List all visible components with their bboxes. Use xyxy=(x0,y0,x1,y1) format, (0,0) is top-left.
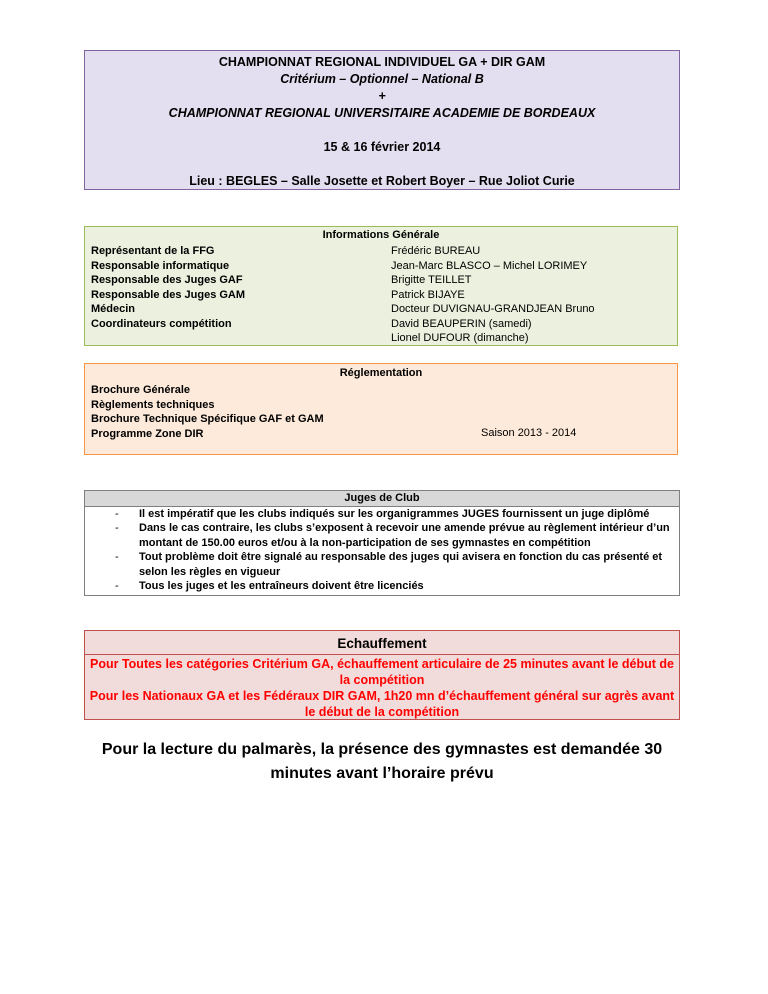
info-values xyxy=(391,244,595,346)
echauffement-title: Echauffement xyxy=(85,634,679,655)
info-value: Lionel DUFOUR (dimanche) xyxy=(391,332,529,344)
info-value: Frédéric BUREAU xyxy=(391,245,481,257)
juges-item-text: Tout problème doit être signalé au responsable des juges qui avisera en fonction du cas présenté et selon les règles en vigueur xyxy=(139,551,663,578)
echauffement-body xyxy=(85,655,679,720)
info-label: Responsable des Juges GAM xyxy=(91,288,246,301)
juges-item-text: Dans le cas contraire, les clubs s’exposent à recevoir une amende prévue au règlement intérieur d’un montant de 150.00 euros et/ou à la non-participation de ses gymnastes en compétition xyxy=(139,522,670,549)
list-item xyxy=(85,550,679,579)
info-value: David BEAUPERIN (samedi) xyxy=(391,317,532,330)
palmares-note: Pour la lecture du palmarès, la présence des gymnastes est demandée 30 minutes avant l’horaire prévu xyxy=(101,741,663,782)
info-label: Médecin xyxy=(91,303,136,315)
info-label: Représentant de la FFG xyxy=(91,245,215,257)
event-title: CHAMPIONNAT REGIONAL INDIVIDUEL GA + DIR GAM xyxy=(218,55,546,69)
event-plus: + xyxy=(378,89,386,103)
reglementation-list xyxy=(91,383,324,441)
info-label: Responsable des Juges GAF xyxy=(91,274,243,286)
info-value: Jean-Marc BLASCO – Michel LORIMEY xyxy=(391,259,588,272)
juges-item-text: Tous les juges et les entraîneurs doivent être licenciés xyxy=(139,580,424,592)
bullet-dash: - xyxy=(115,522,119,534)
reglementation-item: Règlements techniques xyxy=(91,398,215,411)
event-date: 15 & 16 février 2014 xyxy=(323,140,441,154)
event-location: Lieu : BEGLES – Salle Josette et Robert Boyer – Rue Joliot Curie xyxy=(189,174,575,188)
bullet-dash: - xyxy=(115,507,119,520)
juges-list xyxy=(85,507,679,594)
echauffement-paragraph: Pour Toutes les catégories Critérium GA, échauffement articulaire de 25 minutes avant le début de la compétition xyxy=(90,657,674,687)
echauffement-section xyxy=(84,630,680,720)
list-item xyxy=(85,521,679,550)
list-item xyxy=(85,579,679,594)
reglementation-season: Saison 2013 - 2014 xyxy=(481,427,577,439)
reglementation-item: Brochure Générale xyxy=(91,384,191,396)
juges-section xyxy=(84,490,680,596)
event-categories: Critérium – Optionnel – National B xyxy=(280,72,484,86)
reglementation-title: Réglementation xyxy=(339,367,423,379)
reglementation-section xyxy=(84,363,678,455)
reglementation-item: Programme Zone DIR xyxy=(91,427,204,440)
info-value: Brigitte TEILLET xyxy=(391,274,472,286)
event-header xyxy=(84,50,680,190)
bullet-dash: - xyxy=(115,580,119,592)
list-item xyxy=(85,507,679,522)
info-value: Patrick BIJAYE xyxy=(391,288,465,301)
info-label: Coordinateurs compétition xyxy=(91,317,232,330)
bullet-dash: - xyxy=(115,551,119,563)
info-title: Informations Générale xyxy=(322,229,440,241)
info-section xyxy=(84,226,678,346)
echauffement-paragraph: Pour les Nationaux GA et les Fédéraux DIR GAM, 1h20 mn d’échauffement général sur agrès avant le début de la compétition xyxy=(89,689,675,719)
info-labels xyxy=(91,244,245,331)
event-subtitle: CHAMPIONNAT REGIONAL UNIVERSITAIRE ACADEMIE DE BORDEAUX xyxy=(168,106,596,120)
reglementation-item: Brochure Technique Spécifique GAF et GAM xyxy=(91,413,324,425)
info-label: Responsable informatique xyxy=(91,259,230,272)
juges-title: Juges de Club xyxy=(85,491,679,507)
info-value: Docteur DUVIGNAU-GRANDJEAN Bruno xyxy=(391,303,595,315)
juges-item-text: Il est impératif que les clubs indiqués sur les organigrammes JUGES fournissent un juge diplômé xyxy=(139,507,650,520)
